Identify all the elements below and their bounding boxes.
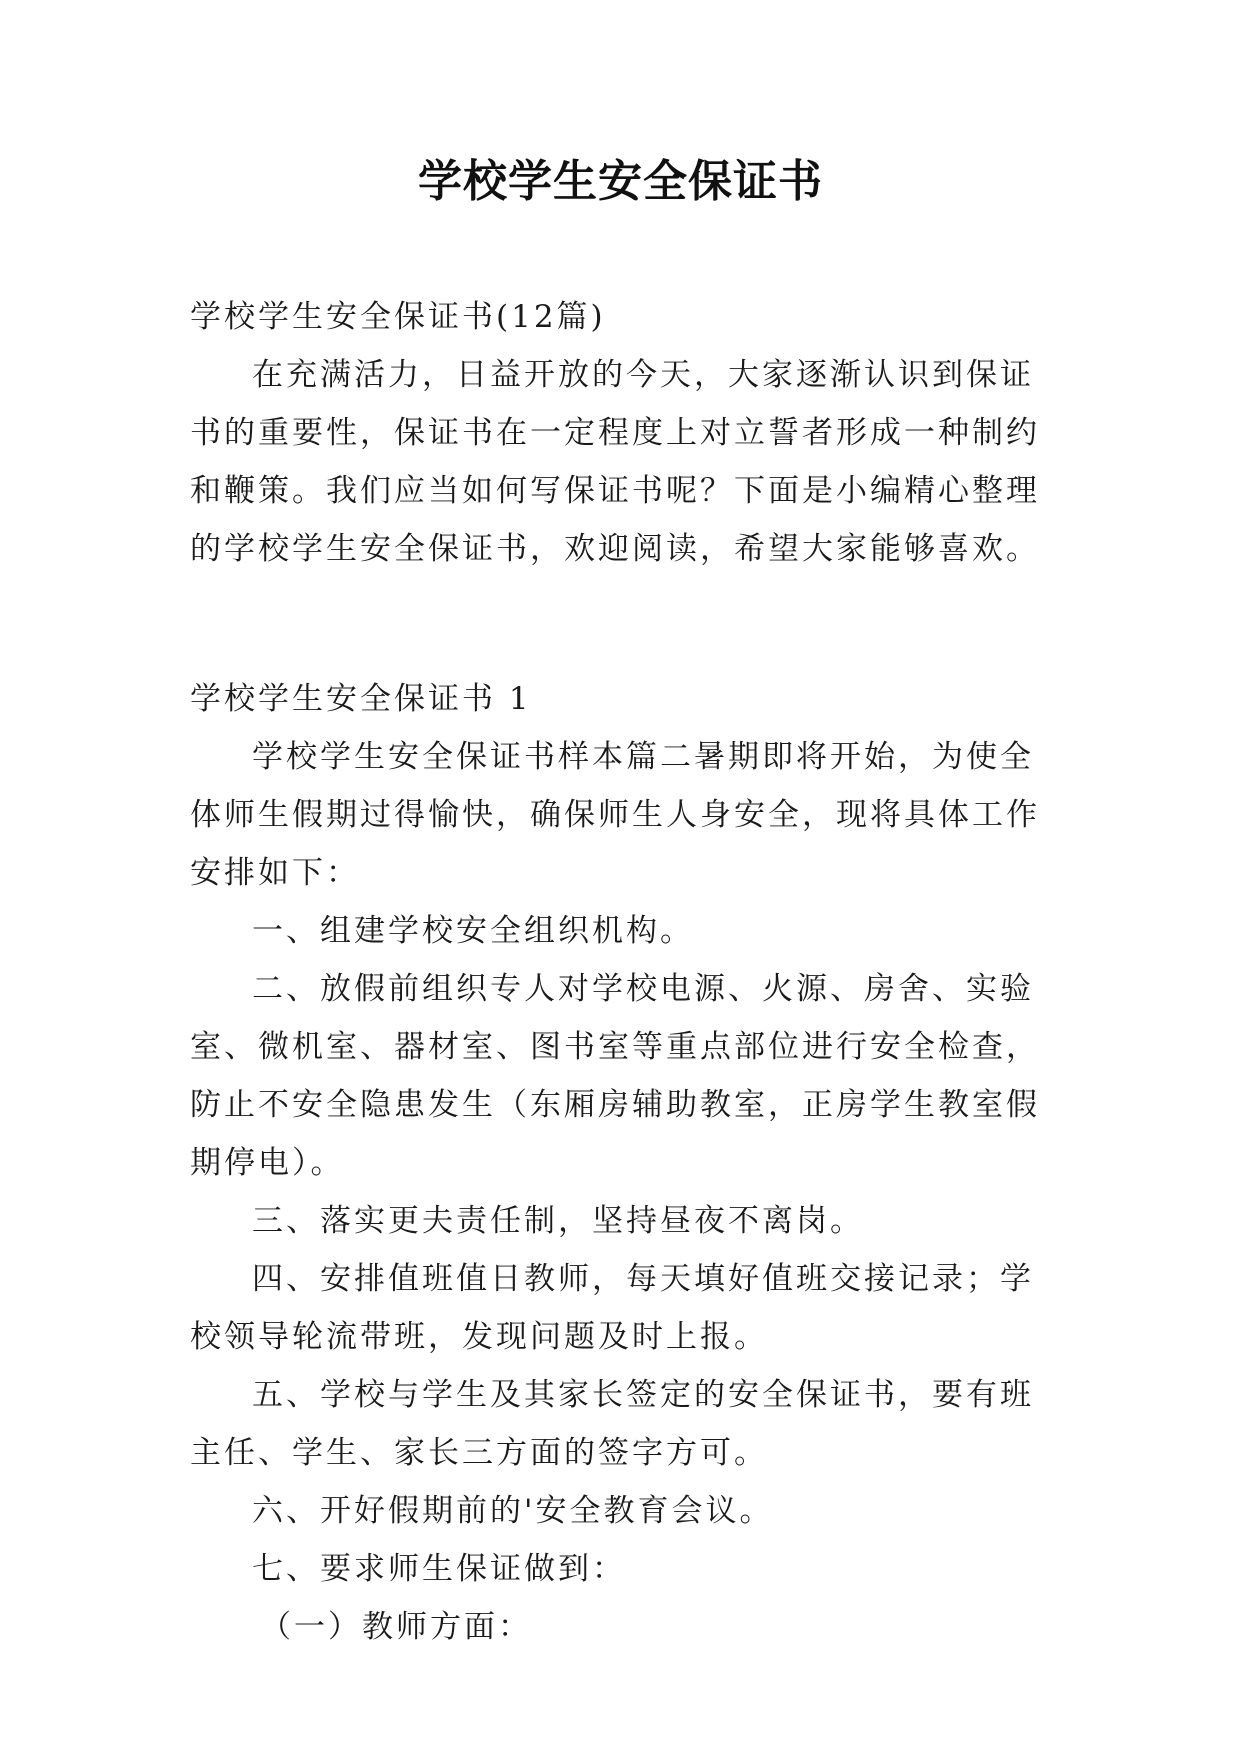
body-paragraph: 五、学校与学生及其家长签定的安全保证书，要有班主任、学生、家长三方面的签字方可。: [190, 1377, 1034, 1471]
body-paragraph: 一、组建学校安全组织机构。: [252, 913, 694, 949]
subheading-teachers: （一）教师方面：: [260, 1609, 532, 1645]
document-subtitle: 学校学生安全保证书(12篇): [190, 299, 606, 335]
intro-paragraph: 在充满活力，日益开放的今天，大家逐渐认识到保证书的重要性，保证书在一定程度上对立誓者形成一种制约和鞭策。我们应当如何写保证书呢？下面是小编精心整理的学校学生安全保证书，欢迎阅读，希望大家能够喜欢。: [190, 357, 1040, 567]
document-body: [190, 288, 1060, 1656]
body-paragraph: 二、放假前组织专人对学校电源、火源、房舍、实验室、微机室、器材室、图书室等重点部位进行安全检查，防止不安全隐患发生（东厢房辅助教室，正房学生教室假期停电）。: [190, 971, 1040, 1181]
section-spacer: [190, 578, 1060, 670]
body-paragraph: 七、要求师生保证做到：: [252, 1551, 626, 1587]
body-paragraph: 三、落实更夫责任制，坚持昼夜不离岗。: [252, 1203, 864, 1239]
document-title: 学校学生安全保证书: [418, 156, 823, 207]
body-paragraph: 六、开好假期前的'安全教育会议。: [252, 1493, 774, 1529]
body-paragraph: 学校学生安全保证书样本篇二暑期即将开始，为使全体师生假期过得愉快，确保师生人身安全，现将具体工作安排如下：: [190, 739, 1040, 891]
body-paragraph: 四、安排值班值日教师，每天填好值班交接记录；学校领导轮流带班，发现问题及时上报。: [190, 1261, 1034, 1355]
section-heading: 学校学生安全保证书 1: [190, 681, 532, 717]
